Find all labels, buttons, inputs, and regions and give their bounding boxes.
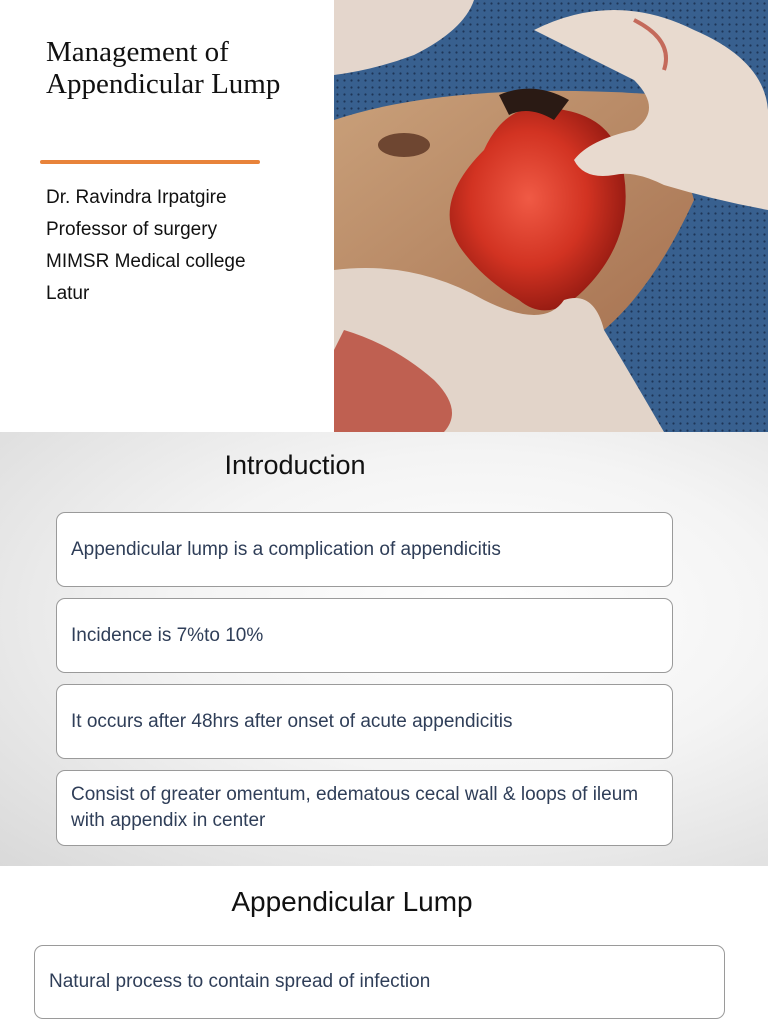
intro-point-text: Incidence is 7%to 10% [71,624,264,646]
intro-point-card [56,512,673,587]
surgical-photo [334,0,768,432]
intro-point-text: Appendicular lump is a complication of appendicitis [71,538,501,560]
author-city: Latur [46,283,90,304]
author-position: Professor of surgery [46,219,218,240]
umbilicus [378,133,430,157]
accent-divider [40,160,260,164]
title-slide [0,0,768,432]
appendicular-lump-heading: Appendicular Lump [231,886,473,917]
intro-point-card [56,598,673,673]
introduction-slide [0,432,768,866]
intro-point-text: Consist of greater omentum, edematous cecal wall & loops of ileum with appendix in center [71,784,639,831]
intro-point-text: It occurs after 48hrs after onset of acute appendicitis [71,710,513,732]
appendicular-lump-slide [0,866,768,1024]
surgical-photo-illustration [334,0,768,432]
intro-point-card [56,770,673,846]
author-block [46,182,326,310]
lump-point-text: Natural process to contain spread of infection [49,971,431,992]
lump-point-card [34,945,725,1019]
author-institution: MIMSR Medical college [46,251,246,272]
author-name: Dr. Ravindra Irpatgire [46,187,227,208]
slide-title: Management of Appendicular Lump [46,36,281,100]
introduction-heading: Introduction [224,450,366,480]
intro-point-card [56,684,673,759]
